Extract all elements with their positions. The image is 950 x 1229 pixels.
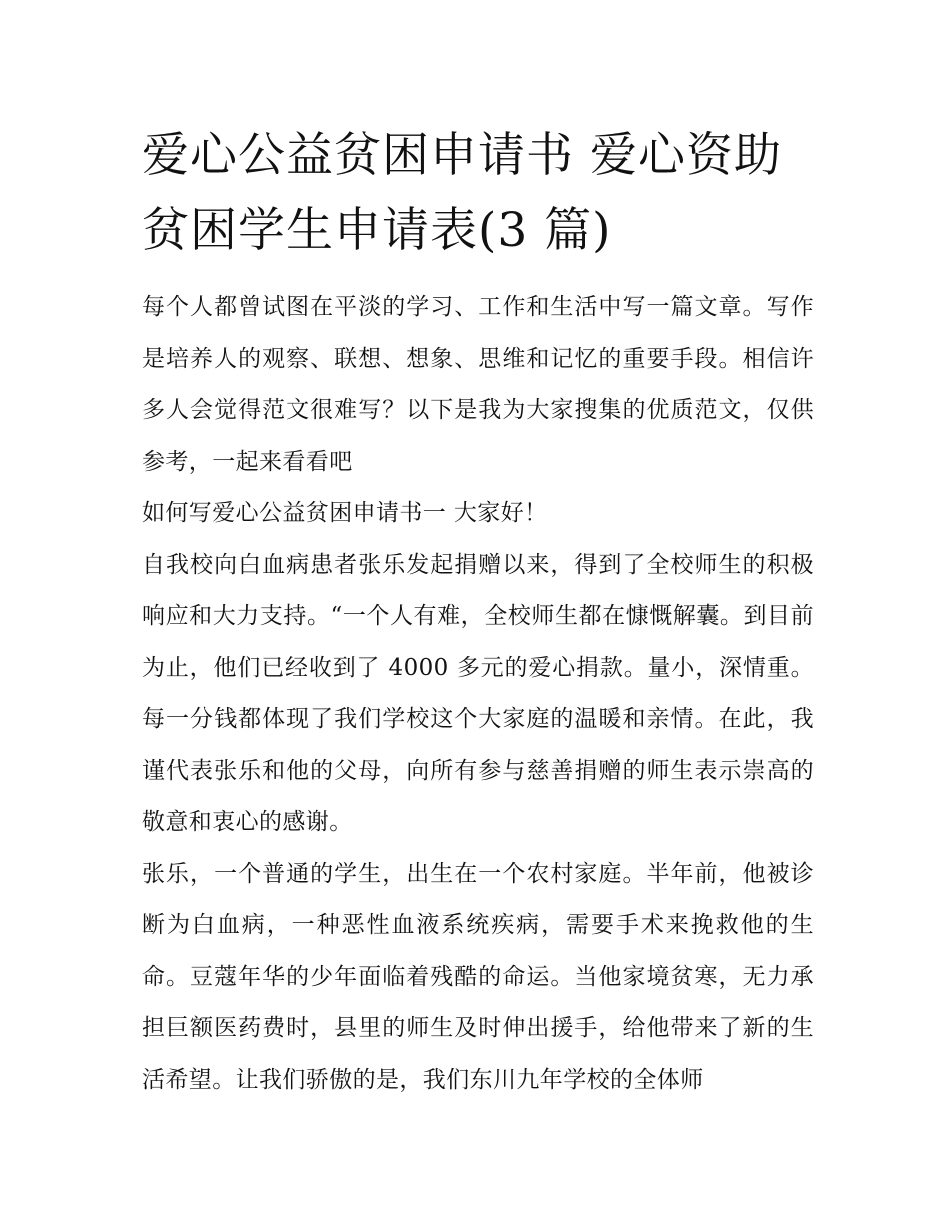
- document-page: [142, 118, 814, 1106]
- greeting-paragraph: 如何写爱心公益贫困申请书一 大家好！: [142, 500, 548, 526]
- story-paragraph: 张乐，一个普通的学生，出生在一个农村家庭。半年前，他被诊断为白血病，一种恶性血液系统疾病，需要手术来挽救他的生命。豆蔻年华的少年面临着残酷的命运。当他家境贫寒，无力承担巨额医药费时，县里的师生及时伸出援手，给他带来了新的生活希望。让我们骄傲的是，我们东川九年学校的全体师: [142, 860, 814, 1093]
- document-title: 爱心公益贫困申请书 爱心资助 贫困学生申请表(3 篇): [142, 128, 782, 258]
- intro-paragraph: 每个人都曾试图在平淡的学习、工作和生活中写一篇文章。写作是培养人的观察、联想、想象、思维和记忆的重要手段。相信许多人会觉得范文很难写？以下是我为大家搜集的优质范文，仅供参考，一起来看看吧: [142, 294, 814, 475]
- donation-paragraph: 自我校向白血病患者张乐发起捐赠以来，得到了全校师生的积极响应和大力支持。“一个人有难，全校师生都在慷慨解囊。到目前为止，他们已经收到了 4000 多元的爱心捐款。量小，深情重。每一分钱都体现了我们学校这个大家庭的温暖和亲情。在此，我谨代表张乐和他的父母，向所有参与慈善捐赠的师生表示崇高的敬意和衷心的感谢。: [142, 551, 814, 835]
